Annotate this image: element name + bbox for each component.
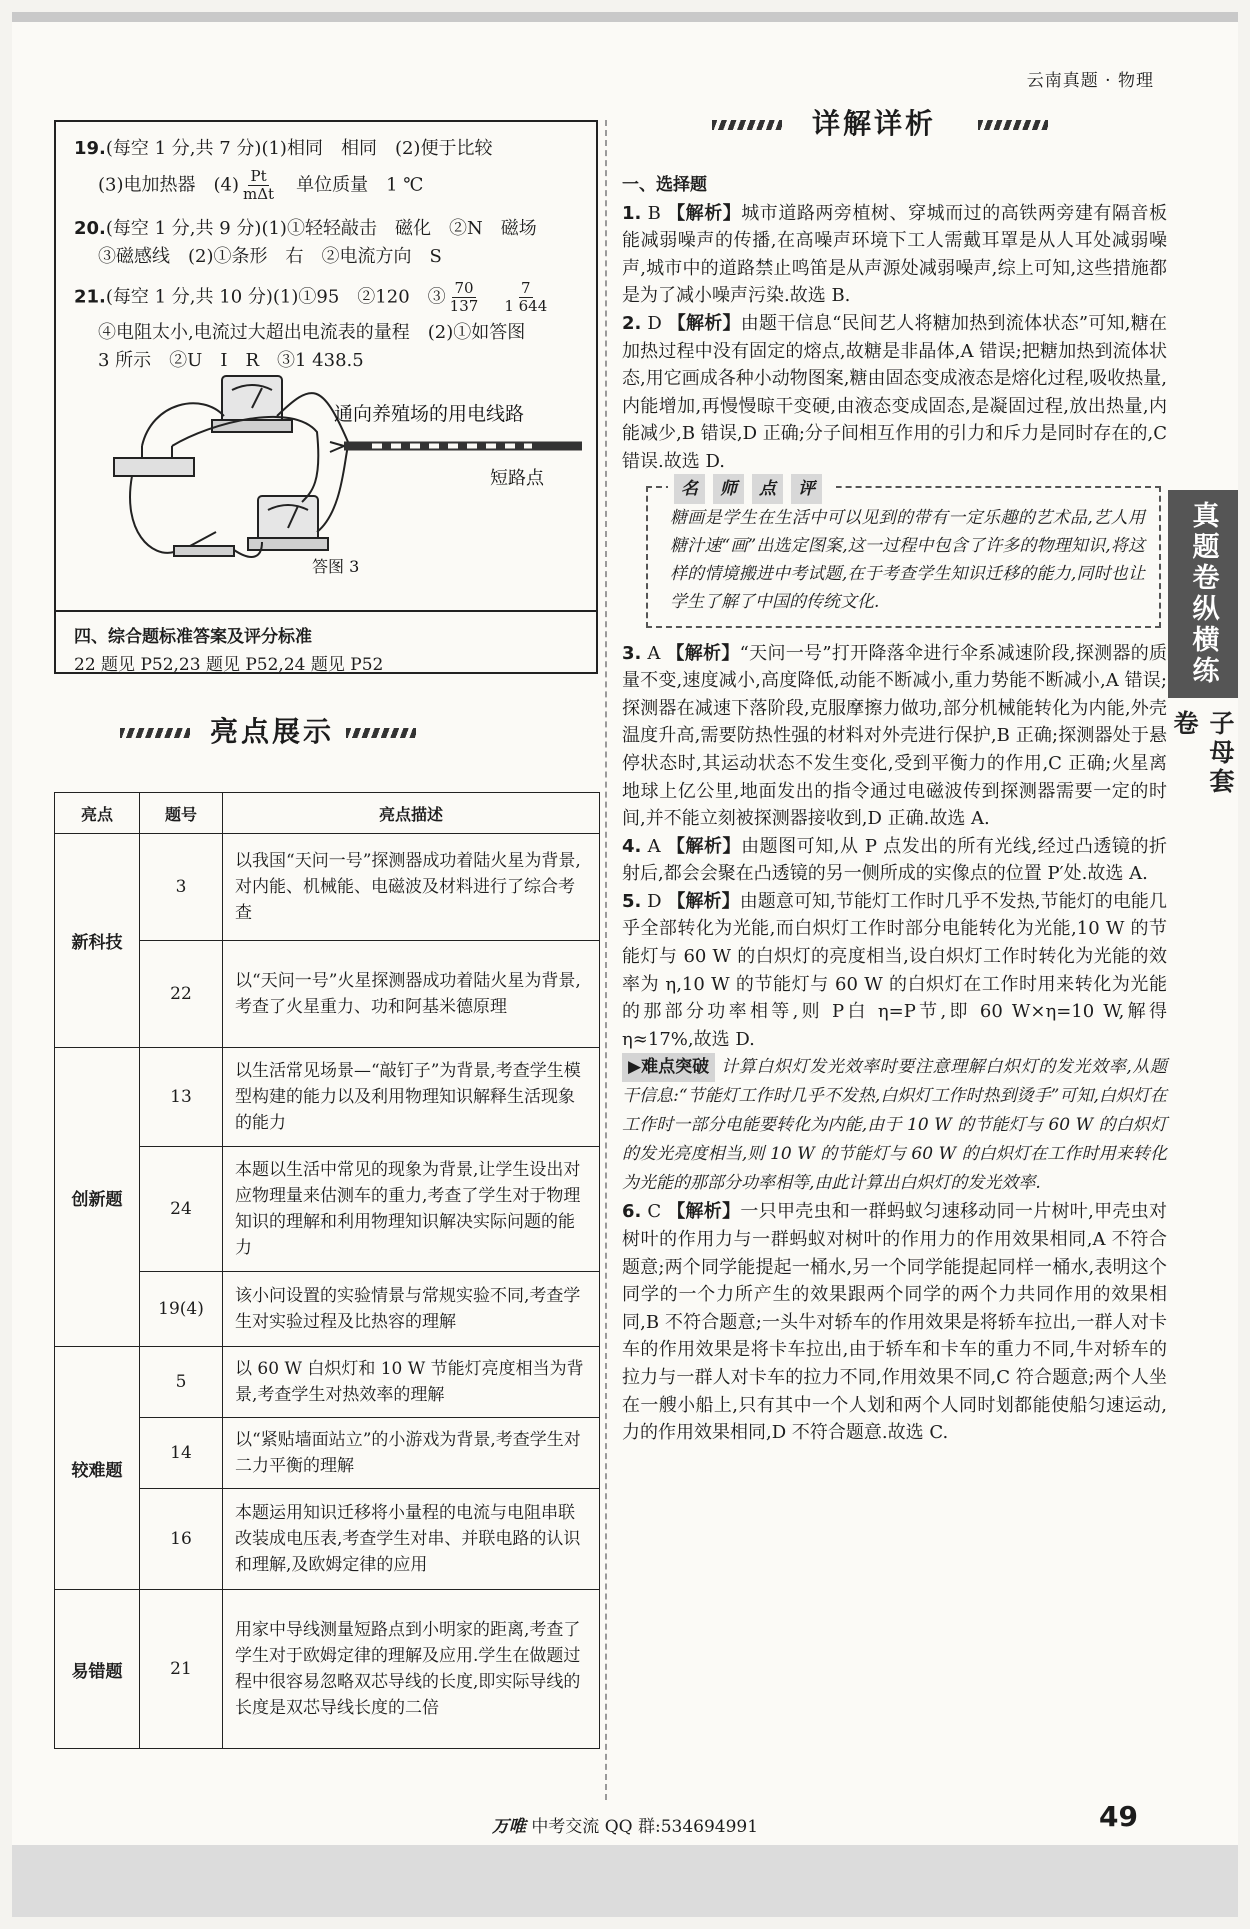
section4-refs: 22 题见 P52,23 题见 P52,24 题见 P52: [74, 655, 384, 675]
number-cell: 21: [140, 1590, 223, 1749]
description-cell: 用家中导线测量短路点到小明家的距离,考查了学生对于欧姆定律的理解及应用.学生在做题过程中很容易忽略双芯导线的长度,即实际导线的长度是双芯导线长度的二倍: [223, 1590, 600, 1749]
description-cell: 以“紧贴墙面站立”的小游戏为背景,考查学生对二力平衡的理解: [223, 1418, 600, 1489]
side-tab-zhenti[interactable]: 真题卷纵横练: [1168, 490, 1238, 698]
top-rule: [12, 12, 1238, 22]
teacher-comment-text: 糖画是学生在生活中可以见到的带有一定乐趣的艺术品,艺人用糖汁速“画”出选定图案,这一过程中包含了许多的物理知识,将这样的情境搬进中考试题,在于考查学生知识迁移的能力,同时也让学生了解了中国的传统文化.: [670, 507, 1145, 612]
number-cell: 14: [140, 1418, 223, 1489]
answer-box: [54, 120, 598, 674]
header-cell: 题号: [140, 793, 223, 834]
table-header: [55, 793, 600, 834]
difficulty-tag: ▶难点突破: [622, 1053, 715, 1082]
description-cell: 该小问设置的实验情景与常规实验不同,考查学生对实验过程及比热容的理解: [223, 1272, 600, 1347]
teacher-comment-box: [646, 478, 1161, 628]
answer-19-line2: (3)电加热器 (4) $\frac{Pt}{\text{mΔt}}$ 单位质量 1 ℃: [98, 167, 424, 203]
description-cell: 以我国“天问一号”探测器成功着陆火星为背景,对内能、机械能、电磁波及材料进行了综合考查: [223, 834, 600, 941]
category-cell: 创新题: [55, 1048, 140, 1347]
answer-20-line2: ③磁感线 (2)①条形 右 ②电流方向 S: [98, 246, 442, 267]
heading-stripes-right: [346, 728, 416, 738]
question-5: 5. D 【解析】由题意可知,节能灯工作时几乎不发热,节能灯的电能几乎全部转化为光能,而白炽灯工作时部分电能转化为光能,10 W 的节能灯与 60 W 的白炽灯的亮度相当,设白炽灯工作时转化为光能的效率为 η,10 W 的节能灯与 60 W 的白炽灯在工作时用来转化为光能的那部分功率相等,则 P白 η=P节,即 60 W×η=10 W,解得 η≈17%,故选 D.: [622, 890, 1167, 1050]
highlights-title: 亮点展示: [210, 715, 335, 748]
heading-stripes-right: [978, 120, 1048, 130]
answer-21-line3: 3 所示 ②U I R ③1 438.5: [98, 350, 364, 371]
page-number: 49: [1099, 1800, 1138, 1833]
question-2: 2. D 【解析】由题干信息“民间艺人将糖加热到流体状态”可知,糖在加热过程中没有固定的熔点,故糖是非晶体,A 错误;把糖加热到流体状态,用它画成各种小动物图案,糖由固态变成液态是熔化过程,吸收热量,内能增加,再慢慢晾干变硬,由液态变成固态,是凝固过程,放出热量,内能减少,B 错误,D 正确;分子间相互作用的引力和斥力是同时存在的,C 错误.故选 D.: [622, 312, 1168, 472]
question-6: 6. C 【解析】一只甲壳虫和一群蚂蚁匀速移动同一片树叶,甲壳虫对树叶的作用力与一群蚂蚁对树叶的作用力的作用效果相同,A 不符合题意;两个同学能提起一桶水,另一个同学能提起同样一桶水,表明这个同学的一个力所产生的效果跟两个同学的两个力共同作用的效果相同,B 不符合题意;一头牛对轿车的作用效果是将轿车拉出,一群人对卡车的作用效果是将卡车拉出,由于轿车和卡车的重力不同,牛对轿车的拉力与一群人对卡车的拉力不同,作用效果不同,C 符合题意;两个人坐在一艘小船上,只有其中一个人划和两个人同时划都能使船匀速运动,力的作用效果相同,D 不符合题意.故选 C.: [622, 1201, 1168, 1444]
question-4: 4. A 【解析】由题图可知,从 P 点发出的所有光线,经过凸透镜的折射后,都会会聚在凸透镜的另一侧所成的实像点的位置 P′处.故选 A.: [622, 835, 1167, 885]
circuit-figure: [112, 362, 612, 578]
difficulty-note: ▶难点突破 计算白炽灯发光效率时要注意理解白炽灯的发光效率,从题干信息:“节能灯工作时几乎不发热,白炽灯工作时热到烫手”可知,白炽灯在工作时一部分电能要转化为内能,由于 10 W 的节能灯与 60 W 的白炽灯的发光亮度相当,则 10 W 的节能灯与 60 W 的白炽灯在工作时用来转化为光能的那部分功率相等,由此计算出白炽灯的发光效率.: [622, 1053, 1167, 1198]
teacher-comment-title: 名 师 点 评: [668, 474, 836, 504]
line-label: 通向养殖场的用电线路: [334, 403, 525, 425]
description-cell: 本题以生活中常见的现象为背景,让学生设出对应物理量来估测车的重力,考查了学生对于物理知识的理解和利用物理知识解决实际问题的能力: [223, 1147, 600, 1272]
number-cell: 22: [140, 941, 223, 1048]
fraction: $\frac{70}{137}$: [449, 279, 479, 315]
number-cell: 16: [140, 1489, 223, 1590]
running-title: 云南真题 · 物理: [1026, 71, 1154, 91]
answer-21-line1: 21.(每空 1 分,共 10 分)(1)①95 ②120 ③ $\frac{70}{137}$ $\frac{7}{1 644}$: [74, 279, 548, 315]
highlights-table: [54, 792, 600, 1749]
description-cell: 本题运用知识迁移将小量程的电流与电阻串联改装成电压表,考查学生对串、并联电路的认识和理解,及欧姆定律的应用: [223, 1489, 600, 1590]
table-row: [55, 834, 600, 941]
section4-title: 四、综合题标准答案及评分标准: [74, 627, 312, 647]
header-cell: 亮点: [55, 793, 140, 834]
number-cell: 24: [140, 1147, 223, 1272]
brand-logo: 万唯: [491, 1817, 526, 1837]
side-tab-zimu[interactable]: 子母套卷: [1170, 710, 1235, 797]
number-cell: 3: [140, 834, 223, 941]
bottom-band: [12, 1845, 1238, 1917]
detail-title: 详解详析: [812, 107, 937, 140]
table-row: [55, 1347, 600, 1418]
number-cell: 19(4): [140, 1272, 223, 1347]
question-1: 1. B 【解析】城市道路两旁植树、穿城而过的高铁两旁建有隔音板能减弱噪声的传播,在高噪声环境下工人需戴耳罩是从人耳处减弱噪声,城市中的道路禁止鸣笛是从声源处减弱噪声,综上可知,这些措施都是为了减小噪声污染.故选 B.: [622, 202, 1168, 307]
category-cell: 易错题: [55, 1590, 140, 1749]
footer: [12, 1812, 1238, 1837]
description-cell: 以 60 W 白炽灯和 10 W 节能灯亮度相当为背景,考查学生对热效率的理解: [223, 1347, 600, 1418]
figure-caption: 答图 3: [312, 557, 360, 576]
category-cell: 新科技: [55, 834, 140, 1048]
number-cell: 13: [140, 1048, 223, 1147]
number-cell: 5: [140, 1347, 223, 1418]
heading-stripes-left: [120, 728, 190, 738]
header-cell: 亮点描述: [223, 793, 600, 834]
section-title: 一、选择题: [622, 175, 707, 195]
fraction: $\frac{7}{1 644}$: [504, 279, 548, 315]
table-row: [55, 1048, 600, 1147]
short-point-label: 短路点: [490, 468, 544, 489]
table-row: [55, 1590, 600, 1749]
category-cell: 较难题: [55, 1347, 140, 1590]
footer-text: 中考交流 QQ 群:534694991: [531, 1817, 759, 1837]
description-cell: 以“天问一号”火星探测器成功着陆火星为背景,考查了火星重力、功和阿基米德原理: [223, 941, 600, 1048]
description-cell: 以生活常见场景—“敲钉子”为背景,考查学生模型构建的能力以及利用物理知识解释生活现象的能力: [223, 1048, 600, 1147]
answer-21-line2: ④电阻太小,电流过大超出电流表的量程 (2)①如答图: [98, 322, 526, 343]
answer-19-line1: 19.(每空 1 分,共 7 分)(1)相同 相同 (2)便于比较: [74, 138, 493, 159]
answer-20-line1: 20.(每空 1 分,共 9 分)(1)①轻轻敲击 磁化 ②N 磁场: [74, 218, 537, 239]
answer-separator: [56, 610, 596, 612]
page: [12, 12, 1238, 1917]
question-3: 3. A 【解析】“天问一号”打开降落伞进行伞系减速阶段,探测器的质量不变,速度减小,高度降低,动能不断减小,重力势能不断减小,A 错误;探测器在减速下落阶段,克服摩擦力做功,部分机械能转化为内能,外壳温度升高,需要防热性强的材料对外壳进行保护,B 正确;探测器处于悬停状态时,其运动状态不发生变化,受到平衡力的作用,C 正确;火星离地球上亿公里,地面发出的指令通过电磁波传到探测器需要一定的时间,并不能立刻被探测器接收到,D 正确.故选 A.: [622, 642, 1168, 830]
fraction: $\frac{Pt}{\text{mΔt}}$: [243, 167, 275, 203]
heading-stripes-left: [712, 120, 782, 130]
detail-column: [622, 172, 1167, 1447]
